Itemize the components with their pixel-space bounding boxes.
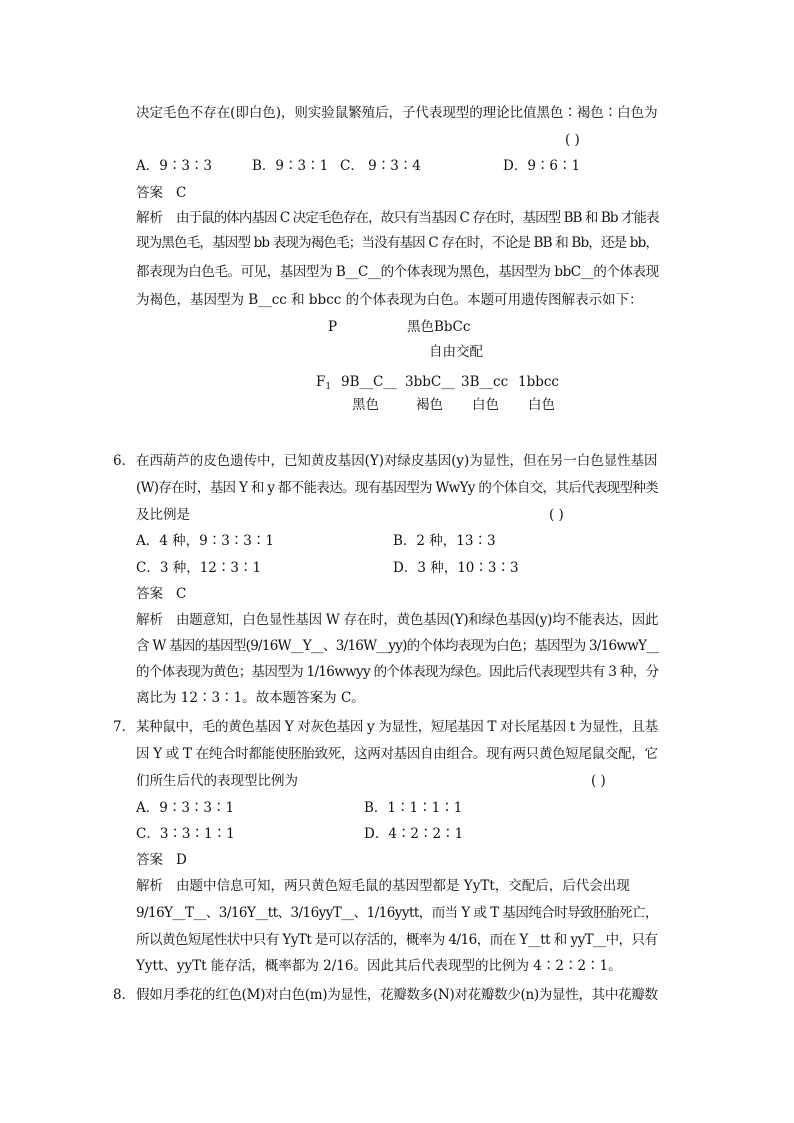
diagram-f1-genotype-3: 3B__cc xyxy=(461,374,509,390)
q7-number: 7． xyxy=(113,719,136,735)
intro-analysis-line-2: 现为黑色毛，基因型 bb 表现为褐色毛；当没有基因 C 存在时，不论是 BB 和 Bb，还是 bb， xyxy=(136,235,659,251)
intro-analysis-label: 解析 xyxy=(136,210,163,226)
q6-choice-b: B．2 种，13∶3 xyxy=(393,533,496,549)
q8-number: 8． xyxy=(113,987,136,1003)
q7-choice-a: A．9∶3∶3∶1 xyxy=(136,800,235,816)
q7-answer-value: D xyxy=(176,852,187,868)
diagram-f1-label xyxy=(316,372,331,397)
q6-analysis-line-4: 离比为 12∶3∶1。故本题答案为 C。 xyxy=(136,690,365,706)
intro-analysis-line-4: 为褐色，基因型为 B__cc 和 bbcc 的个体表现为白色。本题可用遗传图解表示如下： xyxy=(136,292,643,308)
q7-choice-d: D．4∶2∶2∶1 xyxy=(364,826,464,842)
q8-stem-line-1: 假如月季花的红色(M)对白色(m)为显性，花瓣数多(N)对花瓣数少(n)为显性，其中花瓣数 xyxy=(136,987,658,1003)
diagram-f1-genotype-4: 1bbcc xyxy=(518,374,559,390)
intro-choice-d: D．9∶6∶1 xyxy=(503,158,581,174)
q7-analysis-line-2: 9/16Y__T__、3/16Y__tt、3/16yyT__、1/16yytt，而当 Y 或 T 基因纯合时导致胚胎死亡， xyxy=(136,905,658,921)
q7-answer-paren: ( ) xyxy=(591,773,606,789)
q6-stem-line-1: 在西葫芦的皮色遗传中，已知黄皮基因(Y)对绿皮基因(y)为显性，但在另一白色显性基因 xyxy=(136,453,658,469)
q6-stem-line-3: 及比例是 xyxy=(136,507,190,523)
q6-answer-paren: ( ) xyxy=(549,507,564,523)
q6-choice-c: C．3 种，12∶3∶1 xyxy=(136,560,262,576)
diagram-f1-phenotype-2: 褐色 xyxy=(416,397,443,413)
diagram-p-label: P xyxy=(328,319,338,335)
q6-number: 6． xyxy=(113,453,136,469)
intro-line-1: 决定毛色不存在(即白色)，则实验鼠繁殖后，子代表现型的理论比值黑色∶褐色∶白色为 xyxy=(136,105,658,121)
q6-analysis-line-1: 由题意知，白色显性基因 W 存在时，黄色基因(Y)和绿色基因(y)均不能表达，因此 xyxy=(176,612,659,628)
diagram-f1-phenotype-3: 白色 xyxy=(472,397,499,413)
intro-analysis-line-1: 由于鼠的体内基因 C 决定毛色存在，故只有当基因 C 存在时，基因型 BB 和 Bb 才能表 xyxy=(176,210,659,226)
q7-answer-label: 答案 xyxy=(136,852,163,868)
q7-stem-line-1: 某种鼠中，毛的黄色基因 Y 对灰色基因 y 为显性，短尾基因 T 对长尾基因 t 为显性，且基 xyxy=(136,719,658,735)
diagram-f1-phenotype-4: 白色 xyxy=(528,397,555,413)
q6-stem-line-2: (W)存在时，基因 Y 和 y 都不能表达。现有基因型为 WwYy 的个体自交，其后代表现型种类 xyxy=(136,480,659,496)
diagram-f1-genotype-2: 3bbC__ xyxy=(405,374,455,390)
intro-choice-b: B．9∶3∶1 xyxy=(252,158,329,174)
intro-choice-c: C． 9∶3∶4 xyxy=(340,158,421,174)
diagram-f1-letter: F xyxy=(316,374,326,390)
q6-analysis-line-3: 的个体表现为黄色；基因型为 1/16wwyy 的个体表现为绿色。因此后代表现型共有 3 种，分 xyxy=(136,664,659,680)
q6-choice-d: D．3 种，10∶3∶3 xyxy=(393,560,519,576)
q7-stem-line-2: 因 Y 或 T 在纯合时都能使胚胎致死，这两对基因自由组合。现有两只黄色短尾鼠交配，它 xyxy=(136,746,658,762)
intro-answer-value: C xyxy=(176,185,187,201)
q7-analysis-line-1: 由题中信息可知，两只黄色短毛鼠的基因型都是 YyTt，交配后，后代会出现 xyxy=(176,878,630,894)
q6-analysis-line-2: 含 W 基因的基因型(9/16W__Y__、3/16W__yy)的个体均表现为白色；基因型为 3/16wwY__ xyxy=(136,638,659,654)
q7-analysis-label: 解析 xyxy=(136,878,163,894)
diagram-f1-genotype-1: 9B__C__ xyxy=(341,374,397,390)
intro-analysis-line-3: 都表现为白色毛。可见，基因型为 B__C__的个体表现为黑色，基因型为 bbC__的个体表现 xyxy=(136,264,659,280)
q7-choice-c: C．3∶3∶1∶1 xyxy=(136,826,235,842)
q6-answer-label: 答案 xyxy=(136,586,163,602)
q6-choice-a: A．4 种，9∶3∶3∶1 xyxy=(136,533,274,549)
q7-analysis-line-4: Yytt、yyTt 能存活，概率都为 2/16。因此其后代表现型的比例为 4∶2∶2∶1。 xyxy=(136,958,622,974)
intro-choice-a: A．9∶3∶3 xyxy=(136,158,213,174)
diagram-p-value: 黑色BbCc xyxy=(407,319,471,335)
q6-analysis-label: 解析 xyxy=(136,612,163,628)
diagram-f1-subscript: 1 xyxy=(325,382,332,392)
q7-analysis-line-3: 所以黄色短尾性状中只有 YyTt 是可以存活的，概率为 4/16，而在 Y__tt 和 yyT__中，只有 xyxy=(136,932,658,948)
q7-stem-line-3: 们所生后代的表现型比例为 xyxy=(136,773,298,789)
diagram-f1-phenotype-1: 黑色 xyxy=(352,397,379,413)
intro-answer-label: 答案 xyxy=(136,185,163,201)
q7-choice-b: B．1∶1∶1∶1 xyxy=(364,800,463,816)
intro-answer-paren: ( ) xyxy=(565,132,580,148)
diagram-cross: 自由交配 xyxy=(429,344,483,360)
q6-answer-value: C xyxy=(176,586,187,602)
